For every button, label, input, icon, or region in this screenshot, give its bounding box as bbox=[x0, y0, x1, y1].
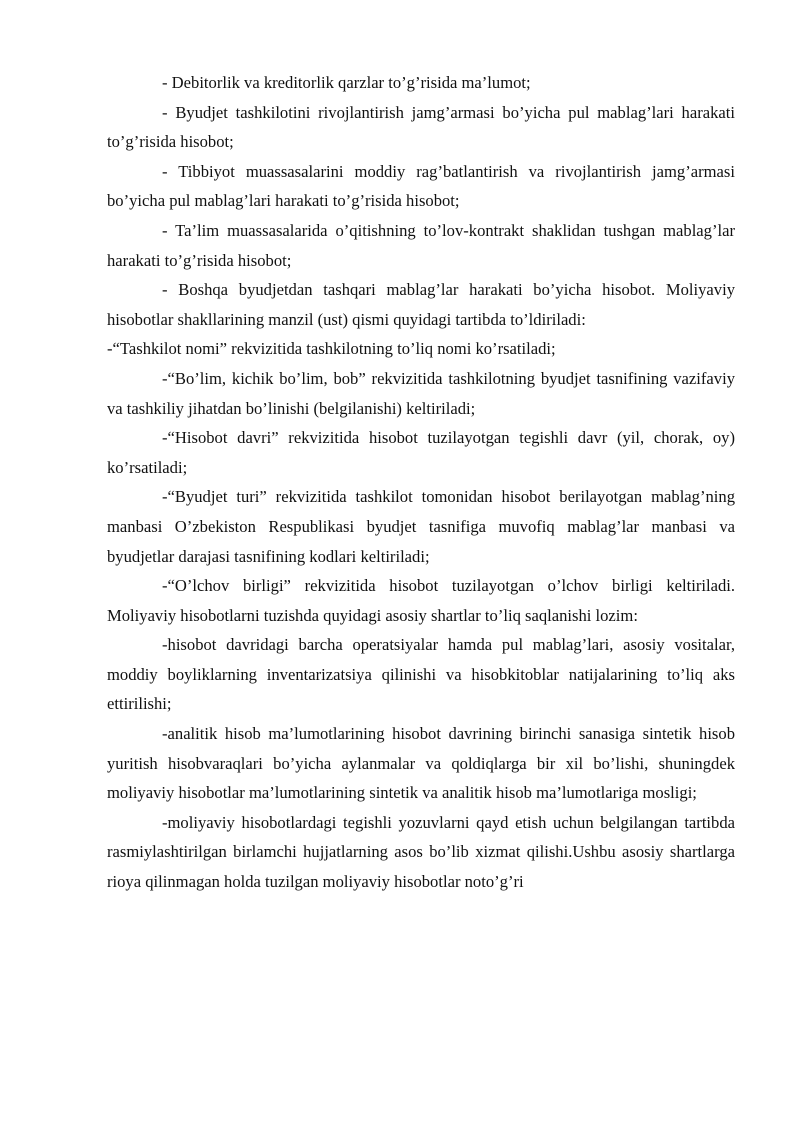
paragraph: -“Hisobot davri” rekvizitida hisobot tuzilayotgan tegishli davr (yil, chorak, oy) ko’rsatiladi; bbox=[107, 428, 735, 477]
paragraph: - Ta’lim muassasalarida o’qitishning to’lov-kontrakt shaklidan tushgan mablag’lar harakati to’g’risida hisobot; bbox=[107, 220, 735, 270]
paragraph: - Boshqa byudjetdan tashqari mablag’lar harakati bo’yicha hisobot. Moliyaviy hisobotlar shakllarining manzil (ust) qismi quyidagi tartibda to’ldiriladi: bbox=[107, 280, 735, 329]
paragraph: -“Tashkilot nomi” rekvizitida tashkilotning to’liq nomi ko’rsatiladi; bbox=[107, 339, 556, 359]
paragraph: - Tibbiyot muassasalarini moddiy rag’batlantirish va rivojlantirish jamg’armasi bo’yicha pul mablag’lari harakati to’g’risida hisobot; bbox=[107, 161, 735, 211]
paragraph: -analitik hisob ma’lumotlarining hisobot davrining birinchi sanasiga sintetik hisob yuritish hisobvaraqlari bo’yicha aylanmalar va qoldiqlarga bir xil bo’lishi, shuningdek moliyaviy hisobotlar ma’lumotlarining sintetik va analitik hisob ma’lumotlariga mosligi; bbox=[107, 724, 735, 803]
paragraph: -“Bo’lim, kichik bo’lim, bob” rekvizitida tashkilotning byudjet tasnifining vazifaviy va tashkiliy jihatdan bo’linishi (belgilanishi) keltiriladi; bbox=[107, 368, 735, 418]
paragraph: -moliyaviy hisobotlardagi tegishli yozuvlarni qayd etish uchun belgilangan tartibda rasmiylashtirilgan birlamchi hujjatlarning asos bo’lib xizmat qilishi.Ushbu asosiy shartlarga rioya qilinmagan holda tuzilgan moliyaviy hisobotlar noto’g’ri bbox=[107, 812, 735, 892]
paragraph: -hisobot davridagi barcha operatsiyalar hamda pul mablag’lari, asosiy vositalar, moddiy boyliklarning inventarizatsiya qilinishi va hisobkitoblar natijalarining to’liq aks ettirilishi; bbox=[107, 635, 735, 714]
paragraph: - Byudjet tashkilotini rivojlantirish jamg’armasi bo’yicha pul mablag’lari harakati to’g’risida hisobot; bbox=[107, 102, 735, 152]
document-body bbox=[107, 68, 735, 897]
paragraph: -“Byudjet turi” rekvizitida tashkilot tomonidan hisobot berilayotgan mablag’ning manbasi O’zbekiston Respublikasi byudjet tasnifiga muvofiq mablag’lar manbasi va byudjetlar darajasi tasnifining kodlari keltiriladi; bbox=[107, 487, 735, 566]
paragraph: - Debitorlik va kreditorlik qarzlar to’g’risida ma’lumot; bbox=[162, 73, 531, 92]
paragraph: -“O’lchov birligi” rekvizitida hisobot tuzilayotgan o’lchov birligi keltiriladi. Moliyaviy hisobotlarni tuzishda quyidagi asosiy shartlar to’liq saqlanishi lozim: bbox=[107, 576, 735, 625]
